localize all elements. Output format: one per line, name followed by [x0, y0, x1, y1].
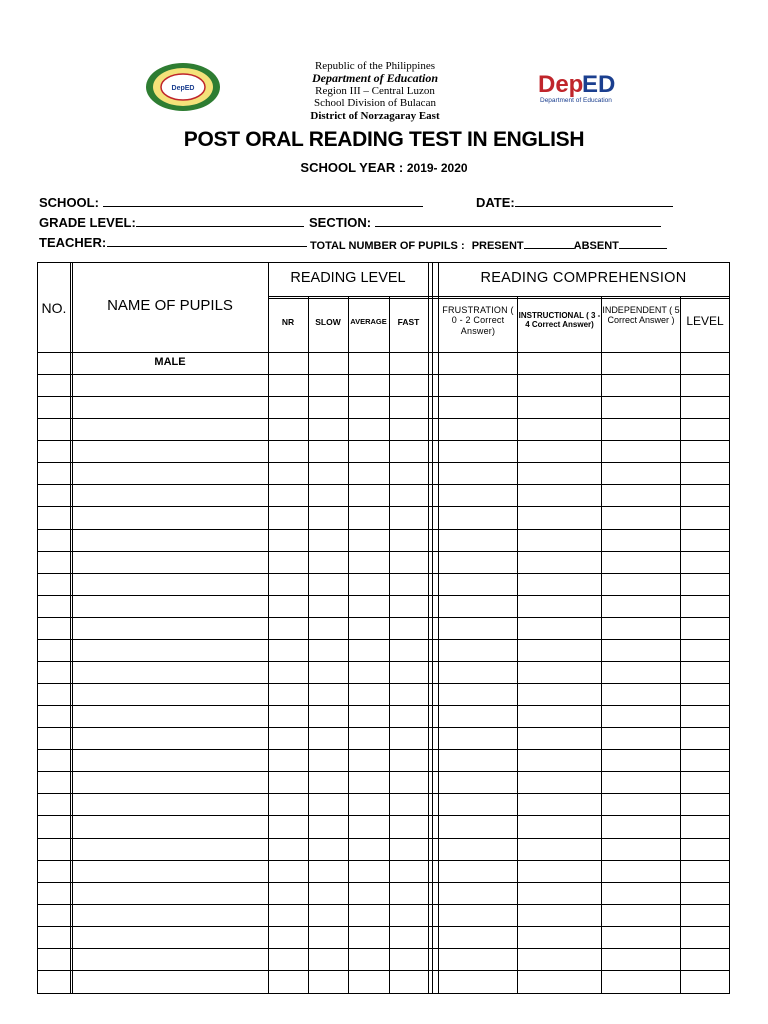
col-header-independent: INDEPENDENT ( 5 Correct Answer ): [602, 305, 680, 326]
col-divider: [348, 296, 349, 993]
col-header-instructional: INSTRUCTIONAL ( 3 - 4 Correct Answer): [518, 311, 601, 330]
table-row-divider: [38, 749, 729, 750]
teacher-blank-line[interactable]: [107, 234, 307, 247]
col-header-nr: NR: [281, 317, 295, 327]
group-header-divider: [268, 298, 729, 299]
grade-level-field: [39, 214, 304, 230]
letterhead-region: Region III – Central Luzon: [315, 84, 435, 97]
table-row-divider: [38, 484, 729, 485]
absent-blank-line[interactable]: [619, 236, 667, 249]
table-row-divider: [38, 374, 729, 375]
col-divider: [601, 296, 602, 993]
deped-logo-caption: Department of Education: [540, 97, 612, 104]
col-divider: [438, 263, 439, 993]
col-divider: [72, 263, 73, 993]
table-row-divider: [38, 506, 729, 507]
col-divider: [680, 296, 681, 993]
col-header-average: AVERAGE: [350, 317, 387, 326]
col-divider: [517, 296, 518, 993]
svg-text:Dep: Dep: [538, 71, 584, 98]
table-row-divider: [38, 970, 729, 971]
letterhead-division: School Division of Bulacan: [314, 97, 436, 110]
absent-label: ABSENT: [573, 240, 619, 252]
grade-level-blank-line[interactable]: [136, 214, 304, 227]
total-pupils-field: [310, 236, 667, 252]
letterhead-department: Department of Education: [311, 71, 438, 86]
date-field: [476, 194, 673, 210]
deped-logo: [536, 68, 632, 108]
present-blank-line[interactable]: [524, 236, 574, 249]
table-row-divider: [38, 551, 729, 552]
table-row-divider: [38, 948, 729, 949]
letterhead-republic: Republic of the Philippines: [314, 60, 436, 72]
table-row-divider: [38, 639, 729, 640]
col-header-name: NAME OF PUPILS: [107, 297, 233, 314]
grade-level-label: GRADE LEVEL:: [39, 215, 136, 230]
district-seal-logo: [145, 62, 221, 112]
table-row-divider: [38, 573, 729, 574]
table-row-divider: [38, 815, 729, 816]
school-blank-line[interactable]: [103, 194, 423, 207]
col-divider: [268, 263, 269, 993]
present-label: PRESENT: [471, 240, 524, 252]
table-row-divider: [38, 595, 729, 596]
table-row-divider: [38, 793, 729, 794]
table-row-divider: [38, 727, 729, 728]
school-year: [0, 160, 768, 175]
group-header-divider: [268, 296, 729, 297]
col-header-slow: SLOW: [315, 317, 341, 327]
col-divider: [70, 263, 71, 993]
teacher-field: [39, 234, 307, 250]
letterhead-district: District of Norzagaray East: [310, 109, 440, 122]
table-row-divider: [38, 882, 729, 883]
table-row-divider: [38, 418, 729, 419]
table-row-divider: [38, 661, 729, 662]
letterhead: [280, 60, 470, 122]
svg-text:ED: ED: [582, 71, 616, 98]
col-header-frustration: FRUSTRATION ( 0 - 2 Correct Answer): [442, 305, 514, 336]
teacher-label: TEACHER:: [39, 235, 107, 250]
section-field: [309, 214, 661, 230]
date-blank-line[interactable]: [515, 194, 673, 207]
table-row-divider: [38, 529, 729, 530]
table-row-divider: [38, 771, 729, 772]
table-row-divider: [38, 860, 729, 861]
table-row-divider: [38, 926, 729, 927]
col-divider: [432, 263, 433, 993]
form-title: POST ORAL READING TEST IN ENGLISH: [183, 128, 585, 151]
col-divider: [308, 296, 309, 993]
header-divider: [38, 352, 729, 353]
table-row-divider: [38, 904, 729, 905]
group-header-reading-level: READING LEVEL: [290, 270, 406, 286]
group-header-reading-comprehension: READING COMPREHENSION: [480, 270, 687, 286]
col-header-level: LEVEL: [686, 314, 724, 328]
col-divider: [389, 296, 390, 993]
section-label: SECTION:: [309, 215, 372, 230]
pupil-record-table: [37, 262, 730, 994]
school-year-value: 2019- 2020: [406, 161, 468, 175]
col-divider: [428, 263, 429, 993]
total-pupils-label: TOTAL NUMBER OF PUPILS :: [310, 240, 465, 252]
col-header-no: NO.: [41, 300, 67, 316]
table-row-divider: [38, 683, 729, 684]
table-row-divider: [38, 617, 729, 618]
table-row-divider: [38, 838, 729, 839]
table-row-divider: [38, 462, 729, 463]
school-label: SCHOOL:: [39, 195, 99, 210]
table-row-divider: [38, 396, 729, 397]
table-row-divider: [38, 440, 729, 441]
table-row-divider: [38, 705, 729, 706]
school-field: [39, 194, 423, 210]
seal-inner-text: DepED: [171, 85, 195, 92]
col-header-fast: FAST: [397, 317, 420, 327]
section-blank-line[interactable]: [375, 214, 661, 227]
date-label: DATE:: [476, 195, 515, 210]
section-label-male: MALE: [154, 356, 186, 368]
school-year-label: SCHOOL YEAR :: [300, 160, 404, 175]
